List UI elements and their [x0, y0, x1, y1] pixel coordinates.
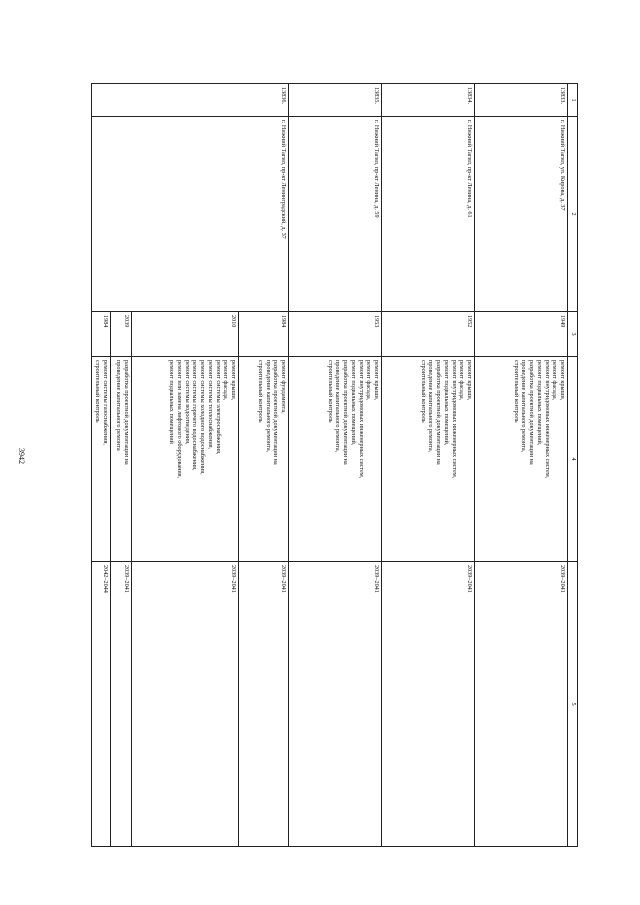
address-cell: г. Нижний Тагил, пр-кт Ленина, д. 59 — [289, 117, 382, 312]
row-number: 13833. — [475, 84, 568, 117]
works-cell — [239, 357, 289, 562]
year-cell: 2039 — [111, 312, 132, 357]
address-cell: г. Нижний Тагил, пр-кт Ленина, д. 61 — [382, 117, 475, 312]
work-item: ремонт фасада, — [365, 360, 373, 401]
work-item: ремонт крыши, — [230, 360, 237, 401]
work-item: ремонт системы водоотведения, — [183, 360, 191, 445]
work-item: строительный контроль — [94, 360, 102, 423]
header-col-5: 5 — [568, 562, 578, 847]
period-cell: 2042–2044 — [92, 562, 111, 847]
work-item: ремонт фасада, — [458, 360, 466, 401]
works-cell — [111, 357, 132, 562]
period-cell: 2039–2041 — [239, 562, 289, 847]
header-row — [568, 84, 578, 847]
work-item: строительный контроль — [512, 360, 520, 423]
work-item: проведение капитального ремонта, — [427, 360, 435, 453]
period-cell: 2039–2041 — [475, 562, 568, 847]
work-item: ремонт системы холодного водоснабжения, — [199, 360, 207, 475]
year-cell: 1984 — [92, 312, 111, 357]
work-item: разработка проектной документации на — [528, 360, 536, 465]
header-col-3: 3 — [568, 312, 578, 357]
work-item: ремонт системы горячего водоснабжения, — [191, 360, 199, 471]
work-item: разработка проектной документации на — [342, 360, 350, 465]
period-cell: 2039–2041 — [382, 562, 475, 847]
work-item: ремонт системы газоснабжения, — [102, 360, 109, 445]
table-row — [475, 84, 568, 847]
header-col-4: 4 — [568, 357, 578, 562]
work-item: ремонт крыши, — [466, 360, 473, 401]
rotated-table-container — [90, 83, 578, 847]
period-cell: 2039–2041 — [289, 562, 382, 847]
work-item: ремонт подвальных помещений, — [349, 360, 357, 446]
work-item: ремонт фасада, — [222, 360, 230, 401]
table-row — [382, 84, 475, 847]
year-cell: 2010 — [132, 312, 239, 357]
work-item: ремонт фундамента, — [280, 360, 287, 414]
address-cell: г. Нижний Тагил, ул. Кирова, д. 37 — [475, 117, 568, 312]
row-number: 13834. — [382, 84, 475, 117]
work-item: проведение капитального ремонта, — [334, 360, 342, 453]
period-cell: 2039–2041 — [111, 562, 132, 847]
works-cell — [92, 357, 111, 562]
row-number: 13836. — [92, 84, 289, 117]
work-item: строительный контроль — [326, 360, 334, 423]
work-item: ремонт системы электроснабжения, — [214, 360, 222, 455]
work-item: ремонт крыши, — [373, 360, 380, 401]
works-cell — [132, 357, 239, 562]
work-item: строительный контроль — [419, 360, 427, 423]
work-item: строительный контроль — [256, 360, 264, 423]
year-cell: 1952 — [382, 312, 475, 357]
table-row — [289, 84, 382, 847]
work-item: ремонт крыши, — [559, 360, 566, 401]
table-body — [92, 84, 568, 847]
period-cell: 2039–2041 — [132, 562, 239, 847]
work-item: разработка проектной документации на — [123, 360, 130, 465]
work-item: проведение капитального ремонта, — [264, 360, 272, 453]
work-item: проведение капитального ремонта, — [520, 360, 528, 453]
repair-schedule-table — [91, 83, 578, 847]
works-cell — [289, 357, 382, 562]
address-cell: г. Нижний Тагил, пр-кт Ленинградский, д. 37 — [92, 117, 289, 312]
work-item: ремонт внутридомовых инженерных систем, — [450, 360, 458, 479]
work-item: разработка проектной документации на — [435, 360, 443, 465]
works-cell — [382, 357, 475, 562]
header-col-2: 2 — [568, 117, 578, 312]
year-cell: 1984 — [239, 312, 289, 357]
work-item: разработка проектной документации на — [272, 360, 280, 465]
work-item: ремонт системы теплоснабжения, — [206, 360, 214, 450]
work-item: ремонт фасада, — [551, 360, 559, 401]
work-item: ремонт внутридомовых инженерных систем, — [543, 360, 551, 479]
work-item: ремонт подвальных помещений, — [535, 360, 543, 446]
work-item: проведение капитального ремонта — [115, 360, 123, 451]
work-item: ремонт внутридомовых инженерных систем, — [357, 360, 365, 479]
work-item: ремонт подвальных помещений — [168, 360, 176, 444]
works-cell — [475, 357, 568, 562]
page-number: 3942 — [17, 448, 26, 464]
work-item: ремонт подвальных помещений, — [442, 360, 450, 446]
header-col-1: 1 — [568, 84, 578, 117]
year-cell: 1949 — [475, 312, 568, 357]
work-item: ремонт или замена лифтового оборудования, — [176, 360, 184, 479]
row-number: 13835. — [289, 84, 382, 117]
year-cell: 1953 — [289, 312, 382, 357]
table-row — [239, 84, 289, 847]
